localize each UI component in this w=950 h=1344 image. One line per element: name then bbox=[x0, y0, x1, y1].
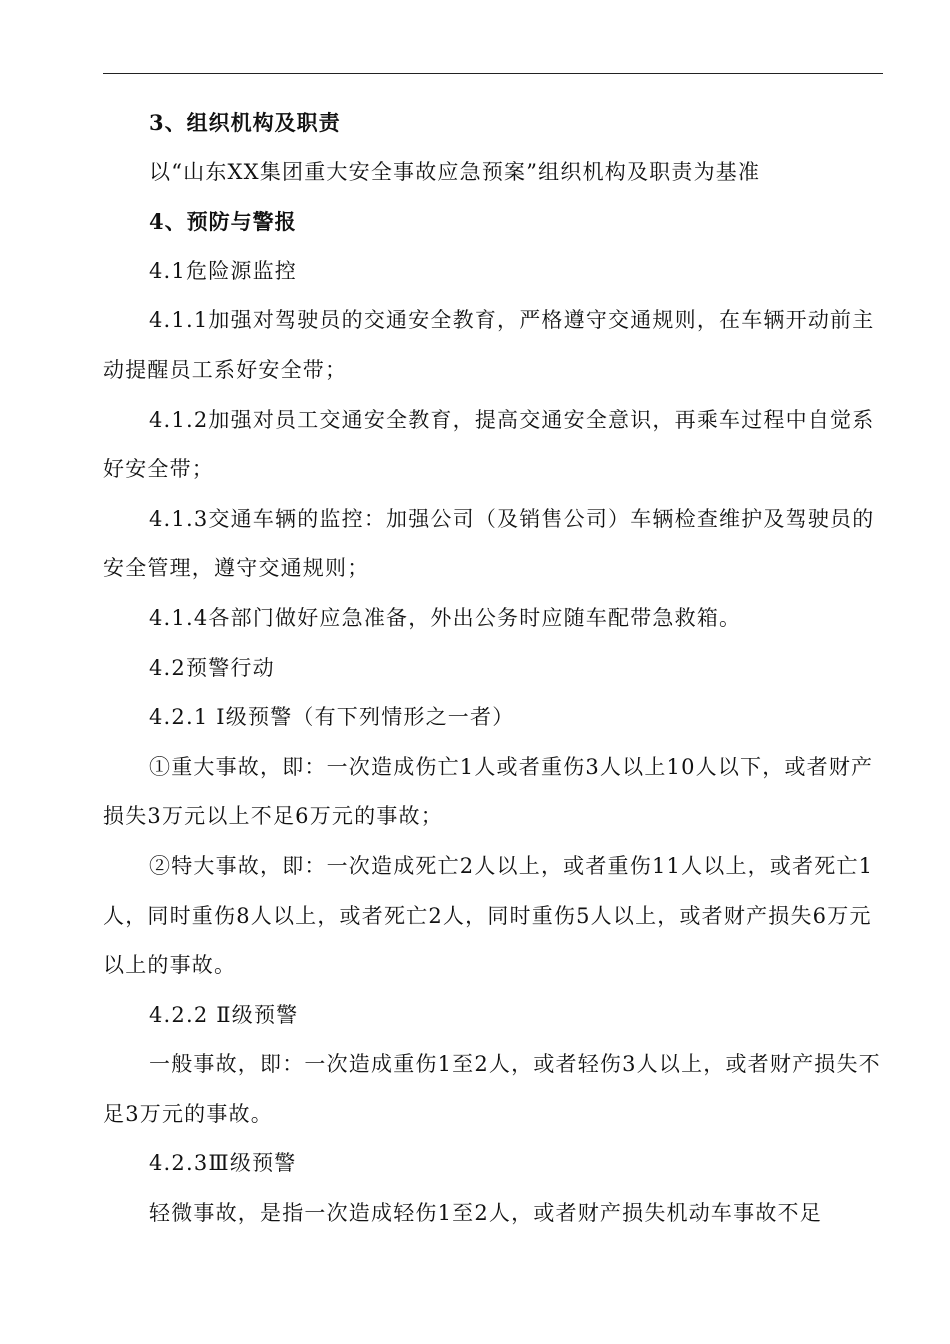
paragraph-4-1-2: 4.1.2加强对员工交通安全教育，提高交通安全意识，再乘车过程中自觉系好安全带； bbox=[103, 407, 875, 482]
paragraph-4-1-4: 4.1.4各部门做好应急准备，外出公务时应随车配带急救箱。 bbox=[149, 605, 742, 630]
paragraph-4-1-1: 4.1.1加强对驾驶员的交通安全教育，严格遵守交通规则，在车辆开动前主动提醒员工系好安全带； bbox=[103, 308, 875, 382]
subsection-title-4-2: 4.2预警行动 bbox=[149, 655, 275, 680]
section-heading-4: 4、预防与警报 bbox=[149, 209, 297, 235]
list-item-severe-accident: ②特大事故，即：一次造成死亡2人以上，或者重伤11人以上，或者死亡1人，同时重伤8人以上，或者死亡2人，同时重伤5人以上，或者财产损失6万元以上的事故。 bbox=[103, 853, 874, 978]
paragraph-minor-accident: 轻微事故，是指一次造成轻伤1至2人，或者财产损失机动车事故不足 bbox=[149, 1201, 822, 1226]
paragraph-4-2-2: 4.2.2 Ⅱ级预警 bbox=[149, 1002, 299, 1027]
section-heading-3: 3、组织机构及职责 bbox=[149, 110, 341, 135]
subsection-title-4-1: 4.1危险源监控 bbox=[149, 258, 297, 283]
header-divider bbox=[103, 73, 883, 74]
document-body bbox=[103, 98, 883, 1239]
paragraph-4-2-3: 4.2.3Ⅲ级预警 bbox=[149, 1151, 297, 1176]
paragraph-org-basis: 以“山东XX集团重大安全事故应急预案”组织机构及职责为基准 bbox=[149, 159, 761, 184]
list-item-major-accident: ①重大事故，即：一次造成伤亡1人或者重伤3人以上10人以下，或者财产损失3万元以上不足6万元的事故； bbox=[103, 754, 874, 829]
paragraph-4-2-1: 4.2.1 Ⅰ级预警（有下列情形之一者） bbox=[149, 705, 515, 730]
paragraph-general-accident: 一般事故，即：一次造成重伤1至2人，或者轻伤3人以上，或者财产损失不足3万元的事故。 bbox=[103, 1052, 881, 1126]
paragraph-4-1-3: 4.1.3交通车辆的监控：加强公司（及销售公司）车辆检查维护及驾驶员的安全管理，遵守交通规则； bbox=[103, 506, 875, 581]
